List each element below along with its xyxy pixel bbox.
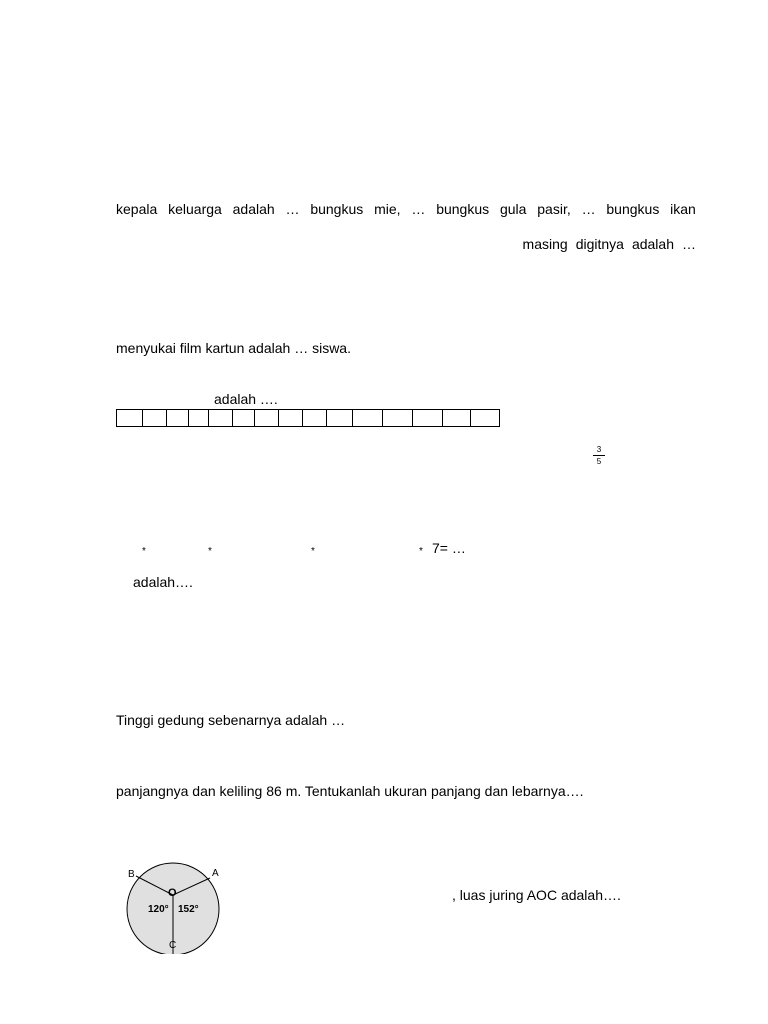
seven-equals-line: 7= …	[432, 540, 466, 556]
star-symbol-4: *	[419, 546, 423, 557]
answer-box	[352, 409, 382, 427]
label-c: C	[169, 940, 177, 951]
kepala-line-word: adalah	[232, 201, 275, 217]
answer-box	[278, 409, 302, 427]
fraction-numerator: 3	[593, 445, 605, 456]
fraction-three-fifths	[593, 445, 605, 466]
tinggi-gedung-line: Tinggi gedung sebenarnya adalah …	[116, 712, 346, 728]
angle-left-label: 120°	[148, 904, 169, 915]
label-b: B	[128, 869, 135, 880]
answer-box	[116, 409, 142, 427]
star-symbol-3: *	[311, 546, 315, 557]
kepala-line-word: …	[285, 201, 300, 217]
answer-box	[232, 409, 254, 427]
kepala-line-word: kepala	[116, 201, 158, 217]
answer-box	[208, 409, 232, 427]
star-symbol-2: *	[208, 546, 212, 557]
adalah-grid-label: adalah ….	[214, 391, 278, 407]
fraction-denominator: 5	[596, 457, 602, 466]
kepala-line-word: pasir,	[537, 201, 571, 217]
masing-line-word: digitnya	[575, 236, 624, 252]
kepala-line-word: keluarga	[168, 201, 222, 217]
kepala-line-word: gula	[499, 201, 527, 217]
answer-box	[442, 409, 470, 427]
kepala-line-word: ikan	[670, 201, 696, 217]
masing-line-word: adalah	[631, 236, 674, 252]
answer-box	[142, 409, 166, 427]
kepala-line-word: bungkus	[606, 201, 660, 217]
masing-line-word: …	[682, 236, 696, 252]
answer-box-grid	[116, 409, 500, 427]
answer-box	[412, 409, 442, 427]
label-a: A	[212, 868, 219, 879]
answer-box	[188, 409, 208, 427]
answer-box	[254, 409, 278, 427]
kepala-line-word: …	[581, 201, 596, 217]
answer-box	[382, 409, 412, 427]
adalah-short-line: adalah….	[133, 574, 193, 590]
answer-box	[166, 409, 188, 427]
luas-juring-line: , luas juring AOC adalah….	[452, 887, 621, 903]
panjang-keliling-line: panjangnya dan keliling 86 m. Tentukanlah ukuran panjang dan lebarnya….	[116, 783, 584, 799]
kepala-line-word: …	[411, 201, 426, 217]
masing-line-word: masing	[522, 236, 568, 252]
kepala-line-word: bungkus	[436, 201, 490, 217]
star-symbol-1: *	[142, 546, 146, 557]
answer-box	[302, 409, 326, 427]
answer-box	[326, 409, 352, 427]
angle-right-label: 152°	[178, 904, 199, 915]
masing-digitnya-line	[523, 235, 696, 253]
kepala-line-word: bungkus	[310, 201, 364, 217]
answer-box	[470, 409, 500, 427]
label-o: O	[168, 887, 177, 899]
kepala-line-word: mie,	[374, 201, 401, 217]
kartun-line: menyukai film kartun adalah … siswa.	[116, 340, 351, 356]
kepala-keluarga-line	[116, 200, 696, 218]
